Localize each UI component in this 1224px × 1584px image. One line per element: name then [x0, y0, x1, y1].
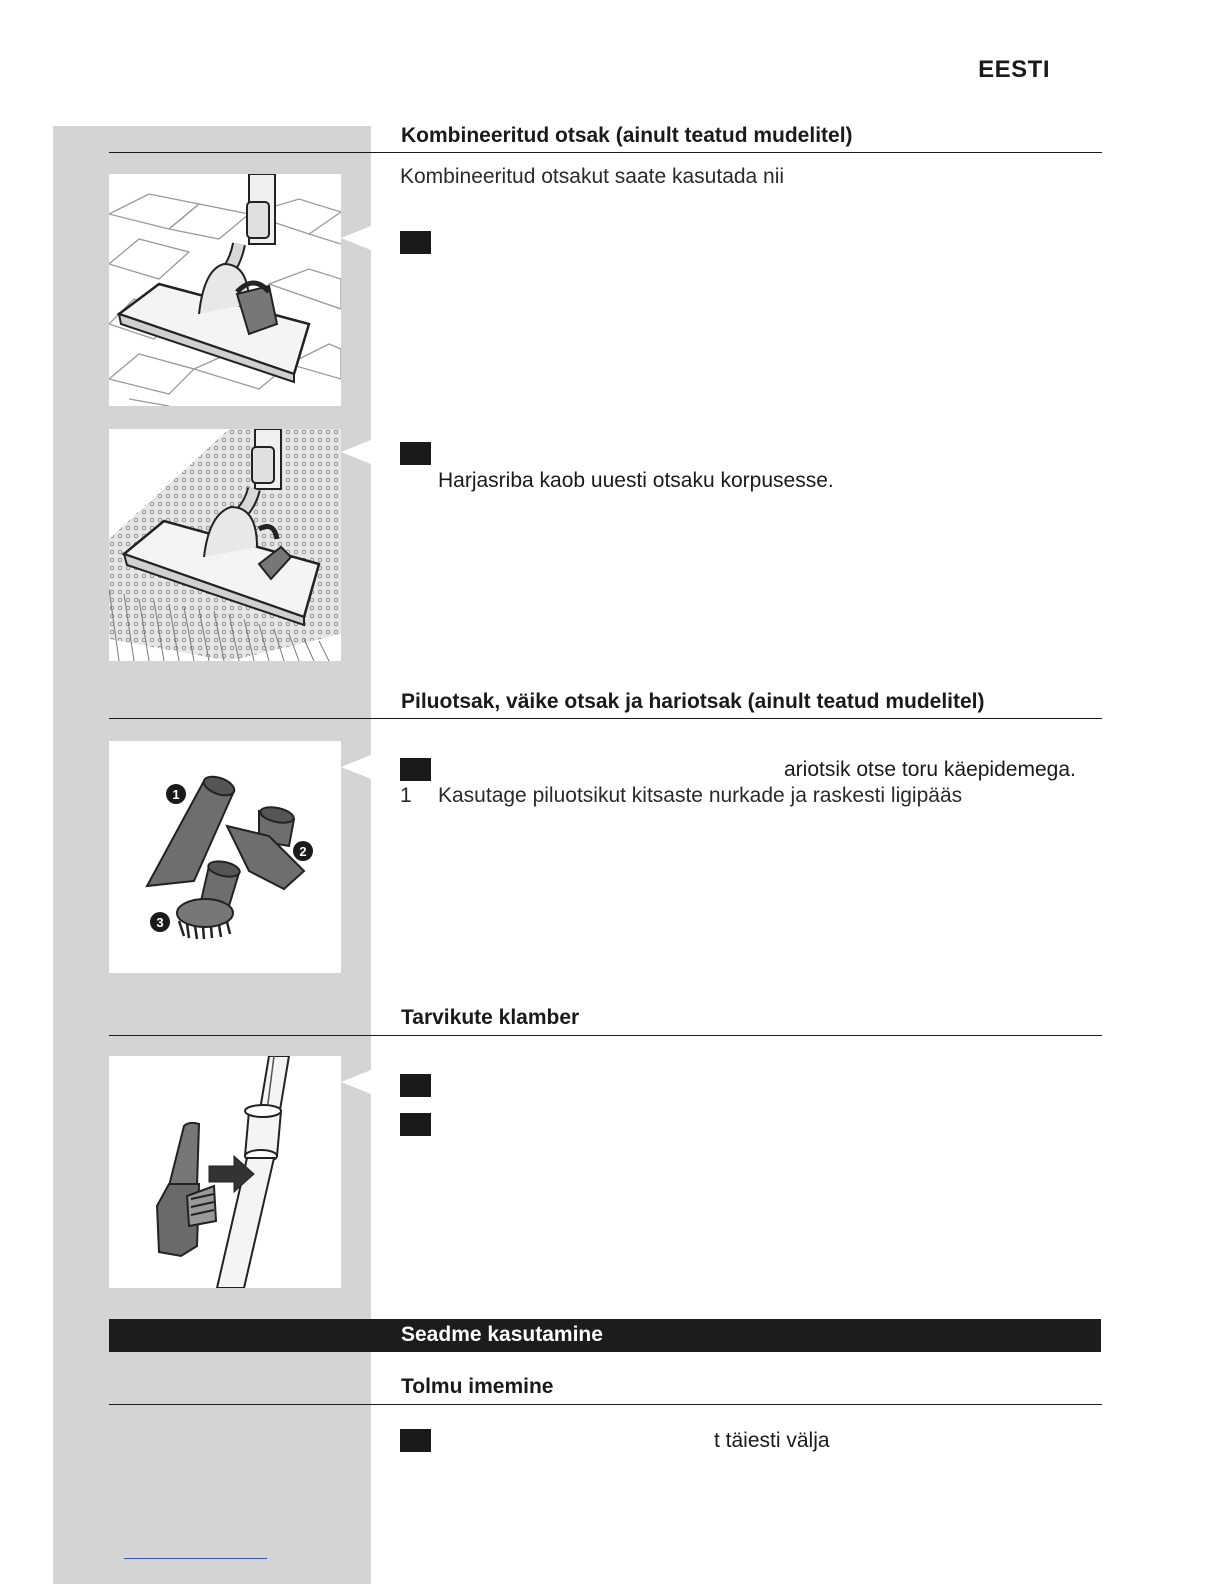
callout-3: 3 [156, 915, 164, 930]
step-marker-1 [400, 231, 431, 254]
crevice-step1-text: ariotsik otse toru käepidemega. [784, 758, 1076, 781]
callout-1: 1 [172, 787, 180, 802]
section-rule [109, 1035, 1102, 1036]
illustration-pointer [341, 226, 371, 250]
usage-step1-text: t täiesti välja [714, 1429, 830, 1452]
chapter-banner [109, 1319, 1101, 1352]
step-marker-2 [400, 1113, 431, 1136]
step-marker-2 [400, 442, 431, 465]
illustration-nozzle-carpet [109, 429, 341, 661]
step-marker-1 [400, 1074, 431, 1097]
section-heading-crevice-nozzle: Piluotsak, väike otsak ja hariotsak (ainult teatud mudelitel) [401, 690, 985, 713]
language-label: EESTI [978, 56, 1050, 83]
callout-2: 2 [299, 844, 307, 859]
section-rule [109, 718, 1102, 719]
section-rule [109, 152, 1102, 153]
chapter-title: Seadme kasutamine [401, 1323, 603, 1346]
illustration-nozzle-hard-floor [109, 174, 341, 406]
section-rule [109, 1404, 1102, 1405]
illustration-pointer [341, 440, 371, 464]
combo-step2-text: Harjasriba kaob uuesti otsaku korpusesse. [438, 469, 834, 492]
step-marker-1 [400, 1429, 431, 1452]
crevice-note-number: 1 [400, 784, 412, 807]
section-heading-accessory-clip: Tarvikute klamber [401, 1006, 580, 1029]
illustration-pointer [341, 1070, 371, 1094]
step-marker-1 [400, 758, 431, 781]
section-heading-vacuuming: Tolmu imemine [401, 1375, 554, 1398]
illustration-accessories [109, 741, 341, 973]
section-heading-combo-nozzle: Kombineeritud otsak (ainult teatud mudelitel) [401, 124, 853, 147]
footnote-rule [124, 1558, 267, 1559]
combo-intro-text: Kombineeritud otsakut saate kasutada nii [400, 165, 785, 188]
illustration-pointer [341, 755, 371, 779]
crevice-note-text: Kasutage piluotsikut kitsaste nurkade ja raskesti ligipääs [438, 784, 963, 807]
illustration-accessory-clip [109, 1056, 341, 1288]
